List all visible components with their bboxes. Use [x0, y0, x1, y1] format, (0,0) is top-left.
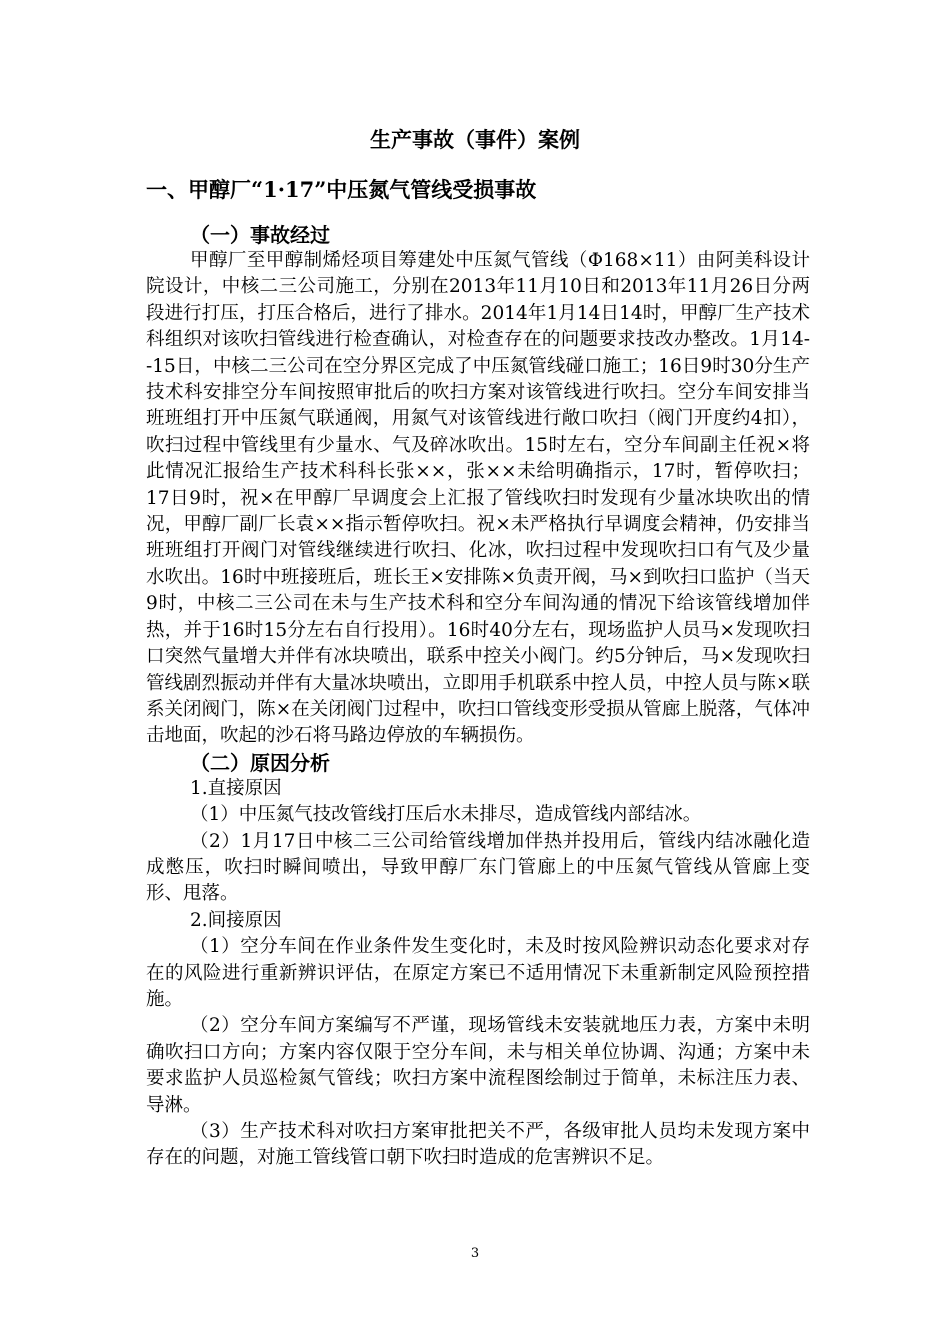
section-heading: 一、甲醇厂“1·17”中压氮气管线受损事故: [146, 177, 537, 202]
indirect-cause-item: （3）生产技术科对吹扫方案审批把关不严，各级审批人员均未发现方案中存在的问题，对施工管线管口朝下吹扫时造成的危害辨识不足。: [146, 1121, 810, 1169]
direct-cause-label: 1.直接原因: [190, 777, 282, 799]
document-title: 生产事故（事件）案例: [370, 127, 580, 152]
document-body: [146, 222, 810, 1172]
indirect-cause-item: （1）空分车间在作业条件发生变化时，未及时按风险辨识动态化要求对存在的风险进行重新辨识评估，在原定方案已不适用情况下未重新制定风险预控措施。: [146, 936, 810, 1010]
direct-cause-item: （2）1月17日中核二三公司给管线增加伴热并投用后，管线内结冰融化造成憋压，吹扫时瞬间喷出，导致甲醇厂东门管廊上的中压氮气管线从管廊上变形、甩落。: [146, 830, 810, 905]
indirect-cause-label: 2.间接原因: [190, 909, 282, 931]
subsection-heading-cause-analysis: （二）原因分析: [190, 750, 330, 775]
subsection-heading-accident-process: （一）事故经过: [190, 223, 330, 247]
indirect-cause-item: （2）空分车间方案编写不严谨，现场管线未安装就地压力表，方案中未明确吹扫口方向；方案内容仅限于空分车间，未与相关单位协调、沟通；方案中未要求监护人员巡检氮气管线；吹扫方案中流程图绘制过于简单，未标注压力表、导淋。: [146, 1015, 810, 1116]
direct-cause-item: （1）中压氮气技改管线打压后水未排尽，造成管线内部结冰。: [190, 804, 702, 826]
accident-process-paragraph: 甲醇厂至甲醇制烯烃项目筹建处中压氮气管线（Φ168×11）由阿美科设计院设计，中核二三公司施工，分别在2013年11月10日和2013年11月26日分两段进行打压，打压合格后，进行了排水。2014年1月14日14时，甲醇厂生产技术科组织对该吹扫管线进行检查确认，对检查存在的问题要求技改办整改。1月14--15日，中核二三公司在空分界区完成了中压氮管线碰口施工；16日9时30分生产技术科安排空分车间按照审批后的吹扫方案对该管线进行吹扫。空分车间安排当班班组打开中压氮气联通阀，用氮气对该管线进行敞口吹扫（阀门开度约4扣），吹扫过程中管线里有少量水、气及碎冰吹出。15时左右，空分车间副主任祝×将此情况汇报给生产技术科科长张××，张××未给明确指示，17时，暂停吹扫；17日9时，祝×在甲醇厂早调度会上汇报了管线吹扫时发现有少量冰块吹出的情况，甲醇厂副厂长袁××指示暂停吹扫。祝×未严格执行早调度会精神，仍安排当班班组打开阀门对管线继续进行吹扫、化冰，吹扫过程中发现吹扫口有气及少量水吹出。16时中班接班后，班长王×安排陈×负责开阀，马×到吹扫口监护（当天9时，中核二三公司在未与生产技术科和空分车间沟通的情况下给该管线增加伴热，并于16时15分左右自行投用）。16时40分左右，现场监护人员马×发现吹扫口突然气量增大并伴有冰块喷出，联系中控关小阀门。约5分钟后，马×发现吹扫管线剧烈振动并伴有大量冰块喷出，立即用手机联系中控人员，中控人员与陈×联系关闭阀门，陈×在关闭阀门过程中，吹扫口管线变形受损从管廊上脱落，气体冲击地面，吹起的沙石将马路边停放的车辆损伤。: [146, 250, 810, 747]
page-number: 3: [470, 1246, 480, 1261]
